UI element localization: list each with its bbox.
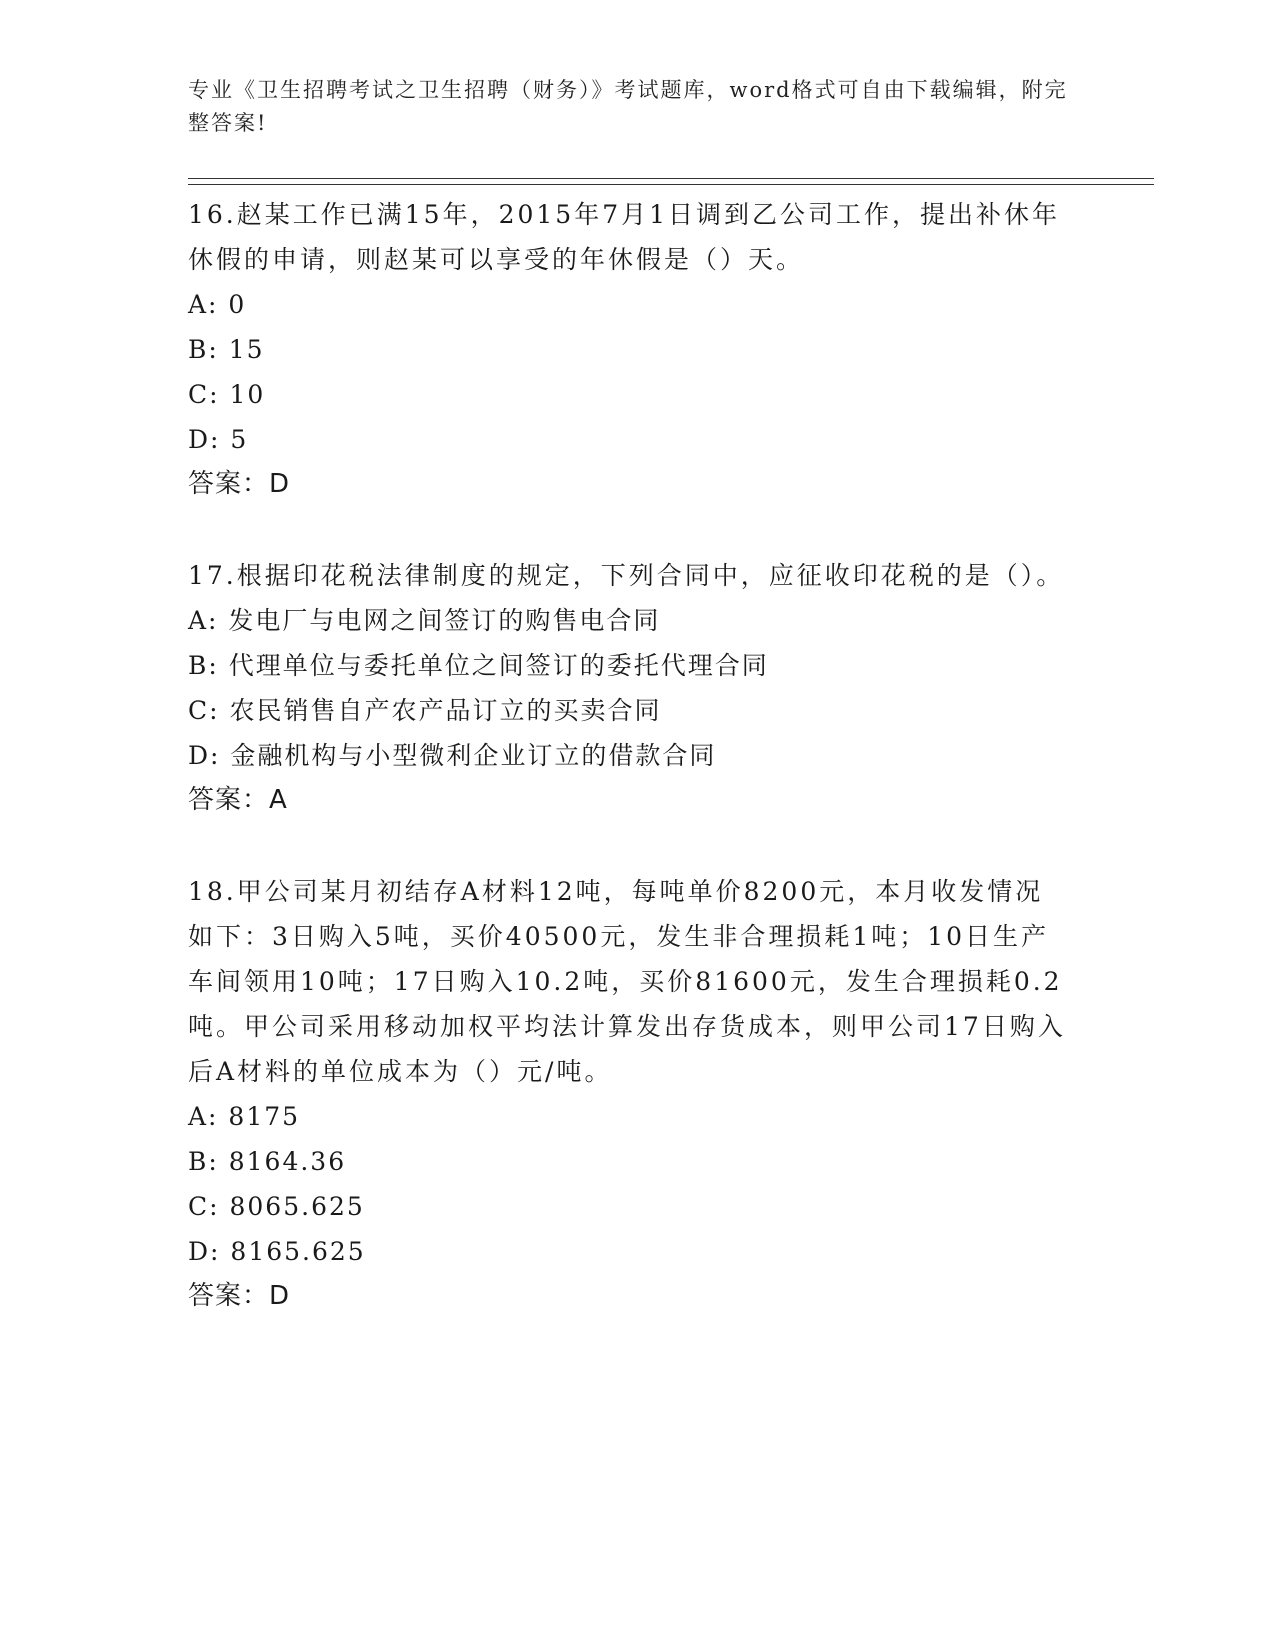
option-b: B: 代理单位与委托单位之间签订的委托代理合同 [188, 651, 769, 680]
option-d: D: 金融机构与小型微利企业订立的借款合同 [188, 741, 717, 770]
option-a: A: 0 [188, 290, 247, 319]
question-stem: 18.甲公司某月初结存A材料12吨，每吨单价8200元，本月收发情况如下：3日购入5吨，买价40500元，发生非合理损耗1吨；10日生产车间领用10吨；17日购入10.2吨，买价81600元，发生合理损耗0.2吨。甲公司采用移动加权平均法计算发出存货成本，则甲公司17日购入后A材料的单位成本为（）元/吨。 [188, 877, 1066, 1086]
option-c: C: 8065.625 [188, 1192, 365, 1221]
question-16 [188, 192, 1068, 507]
question-17 [188, 553, 1068, 823]
question-list [188, 192, 1068, 1365]
option-a: A: 发电厂与电网之间签订的购售电合同 [188, 606, 661, 635]
option-b: B: 8164.36 [188, 1147, 347, 1176]
option-c: C: 10 [188, 380, 266, 409]
option-a: A: 8175 [188, 1102, 301, 1131]
header-divider-bottom [188, 184, 1154, 185]
answer-line: 答案：D [188, 1281, 291, 1311]
option-c: C: 农民销售自产农产品订立的买卖合同 [188, 696, 662, 725]
answer-line: 答案：A [188, 785, 288, 815]
question-18 [188, 869, 1068, 1319]
option-d: D: 8165.625 [188, 1237, 366, 1266]
question-stem: 16.赵某工作已满15年，2015年7月1日调到乙公司工作，提出补休年休假的申请，则赵某可以享受的年休假是（）天。 [188, 200, 1061, 274]
question-stem: 17.根据印花税法律制度的规定，下列合同中，应征收印花税的是（）。 [188, 561, 1065, 590]
document-header: 专业《卫生招聘考试之卫生招聘（财务）》考试题库，word格式可自由下载编辑，附完整答案! [188, 78, 1068, 135]
header-divider-top [188, 178, 1154, 179]
option-d: D: 5 [188, 425, 249, 454]
answer-line: 答案：D [188, 469, 291, 499]
option-b: B: 15 [188, 335, 265, 364]
